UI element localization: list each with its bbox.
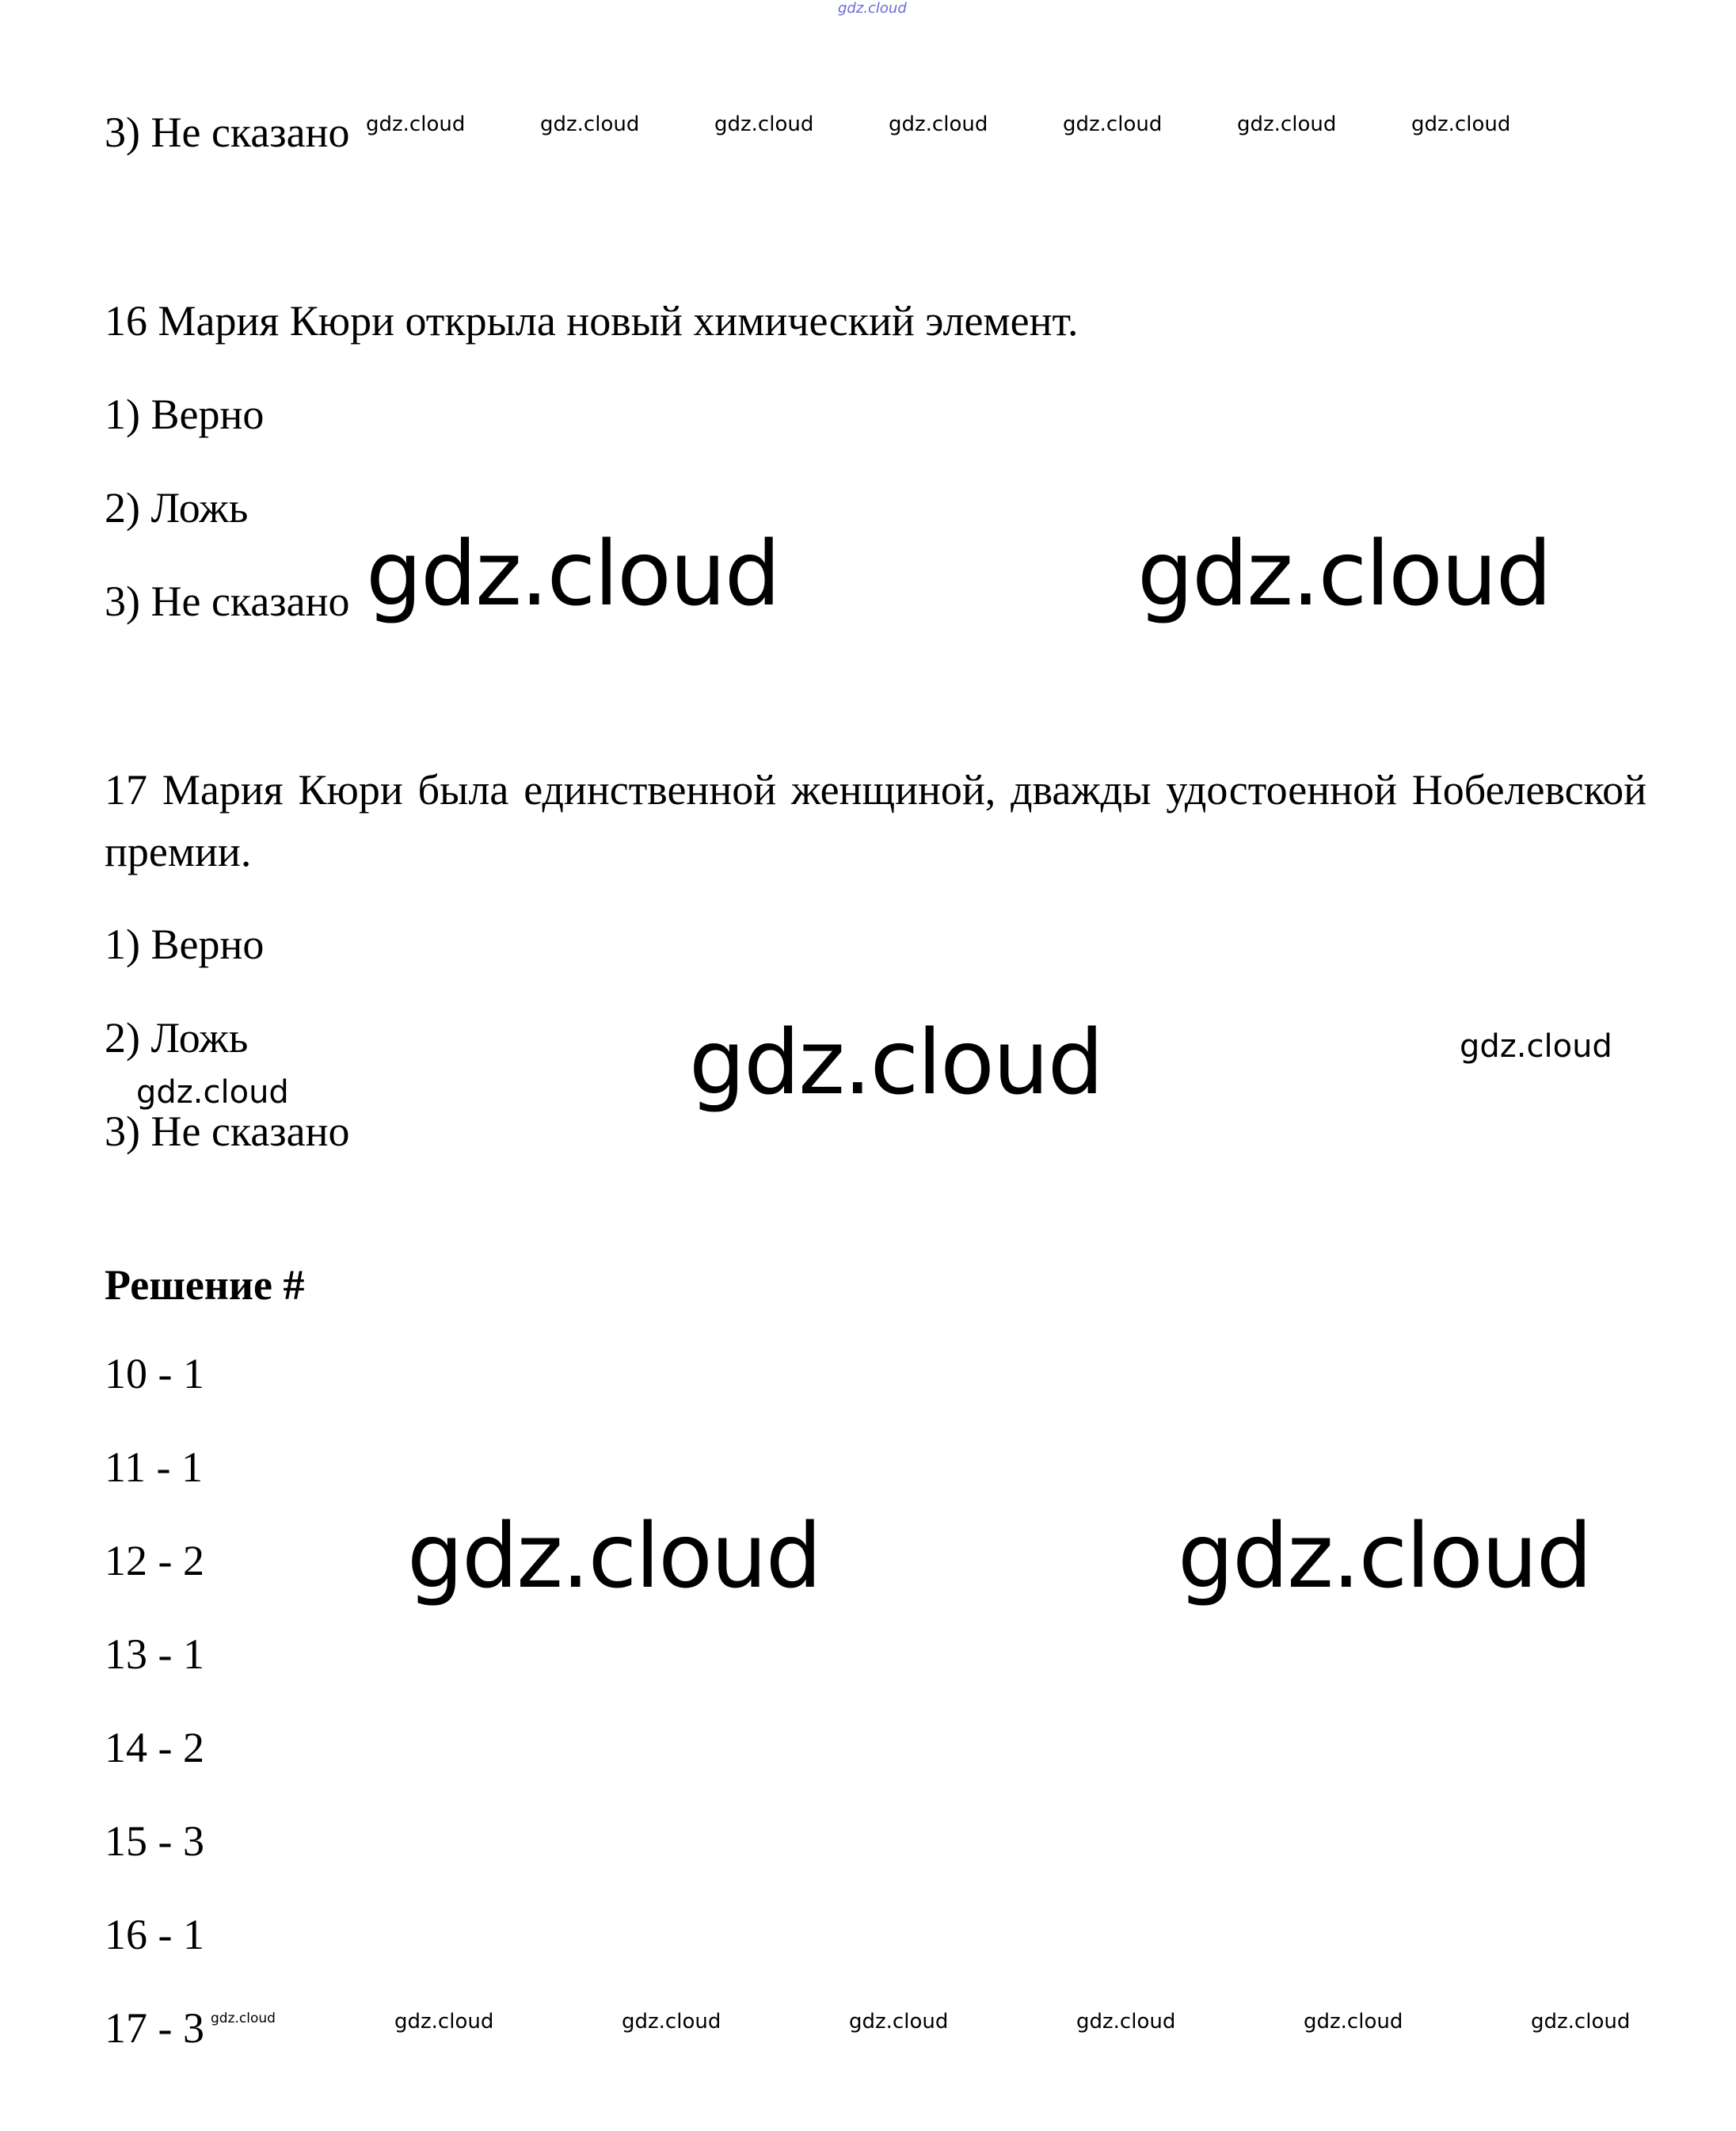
watermark-large: gdz.cloud (366, 523, 779, 626)
answer-line: 13 - 1 (105, 1630, 204, 1678)
watermark-tiny: gdz.cloud (211, 2011, 276, 2026)
watermark-small: gdz.cloud (889, 112, 988, 136)
top-watermark: gdz.cloud (838, 0, 907, 17)
answer-line: 12 - 2 (105, 1537, 204, 1584)
q17-option-3: 3) Не сказано (105, 1107, 350, 1155)
watermark-small: gdz.cloud (622, 2010, 721, 2034)
answer-line: 14 - 2 (105, 1724, 204, 1771)
q16-text: 16 Мария Кюри открыла новый химический элемент. (105, 297, 1079, 345)
watermark-large: gdz.cloud (407, 1505, 820, 1608)
watermark-medium: gdz.cloud (136, 1074, 289, 1111)
watermark-small: gdz.cloud (1076, 2010, 1176, 2034)
watermark-small: gdz.cloud (540, 112, 640, 136)
watermark-small: gdz.cloud (1237, 112, 1337, 136)
watermark-small: gdz.cloud (1411, 112, 1511, 136)
solution-heading: Решение # (105, 1261, 305, 1309)
q17-option-2: 2) Ложь (105, 1014, 249, 1062)
watermark-small: gdz.cloud (1304, 2010, 1403, 2034)
watermark-small: gdz.cloud (394, 2010, 494, 2034)
answer-line: 16 - 1 (105, 1911, 204, 1958)
q16-option-2: 2) Ложь (105, 484, 249, 532)
watermark-small: gdz.cloud (366, 112, 466, 136)
q16-option-3: 3) Не сказано (105, 578, 350, 625)
watermark-small: gdz.cloud (1063, 112, 1163, 136)
watermark-small: gdz.cloud (849, 2010, 949, 2034)
answer-line: 17 - 3 (105, 2004, 204, 2052)
watermark-medium: gdz.cloud (1460, 1028, 1612, 1065)
q15-option-3: 3) Не сказано (105, 109, 350, 156)
q16-option-1: 1) Верно (105, 391, 265, 438)
answer-line: 10 - 1 (105, 1350, 204, 1397)
watermark-large: gdz.cloud (1137, 523, 1551, 626)
answer-line: 15 - 3 (105, 1817, 204, 1865)
watermark-large: gdz.cloud (1178, 1505, 1591, 1608)
watermark-small: gdz.cloud (714, 112, 814, 136)
answer-line: 11 - 1 (105, 1443, 203, 1491)
watermark-small: gdz.cloud (1531, 2010, 1631, 2034)
watermark-large: gdz.cloud (689, 1012, 1102, 1115)
q17-option-1: 1) Верно (105, 921, 265, 968)
q17-text: 17 Мария Кюри была единственной женщиной, дважды удостоенной Нобелевской премии. (105, 766, 1647, 875)
